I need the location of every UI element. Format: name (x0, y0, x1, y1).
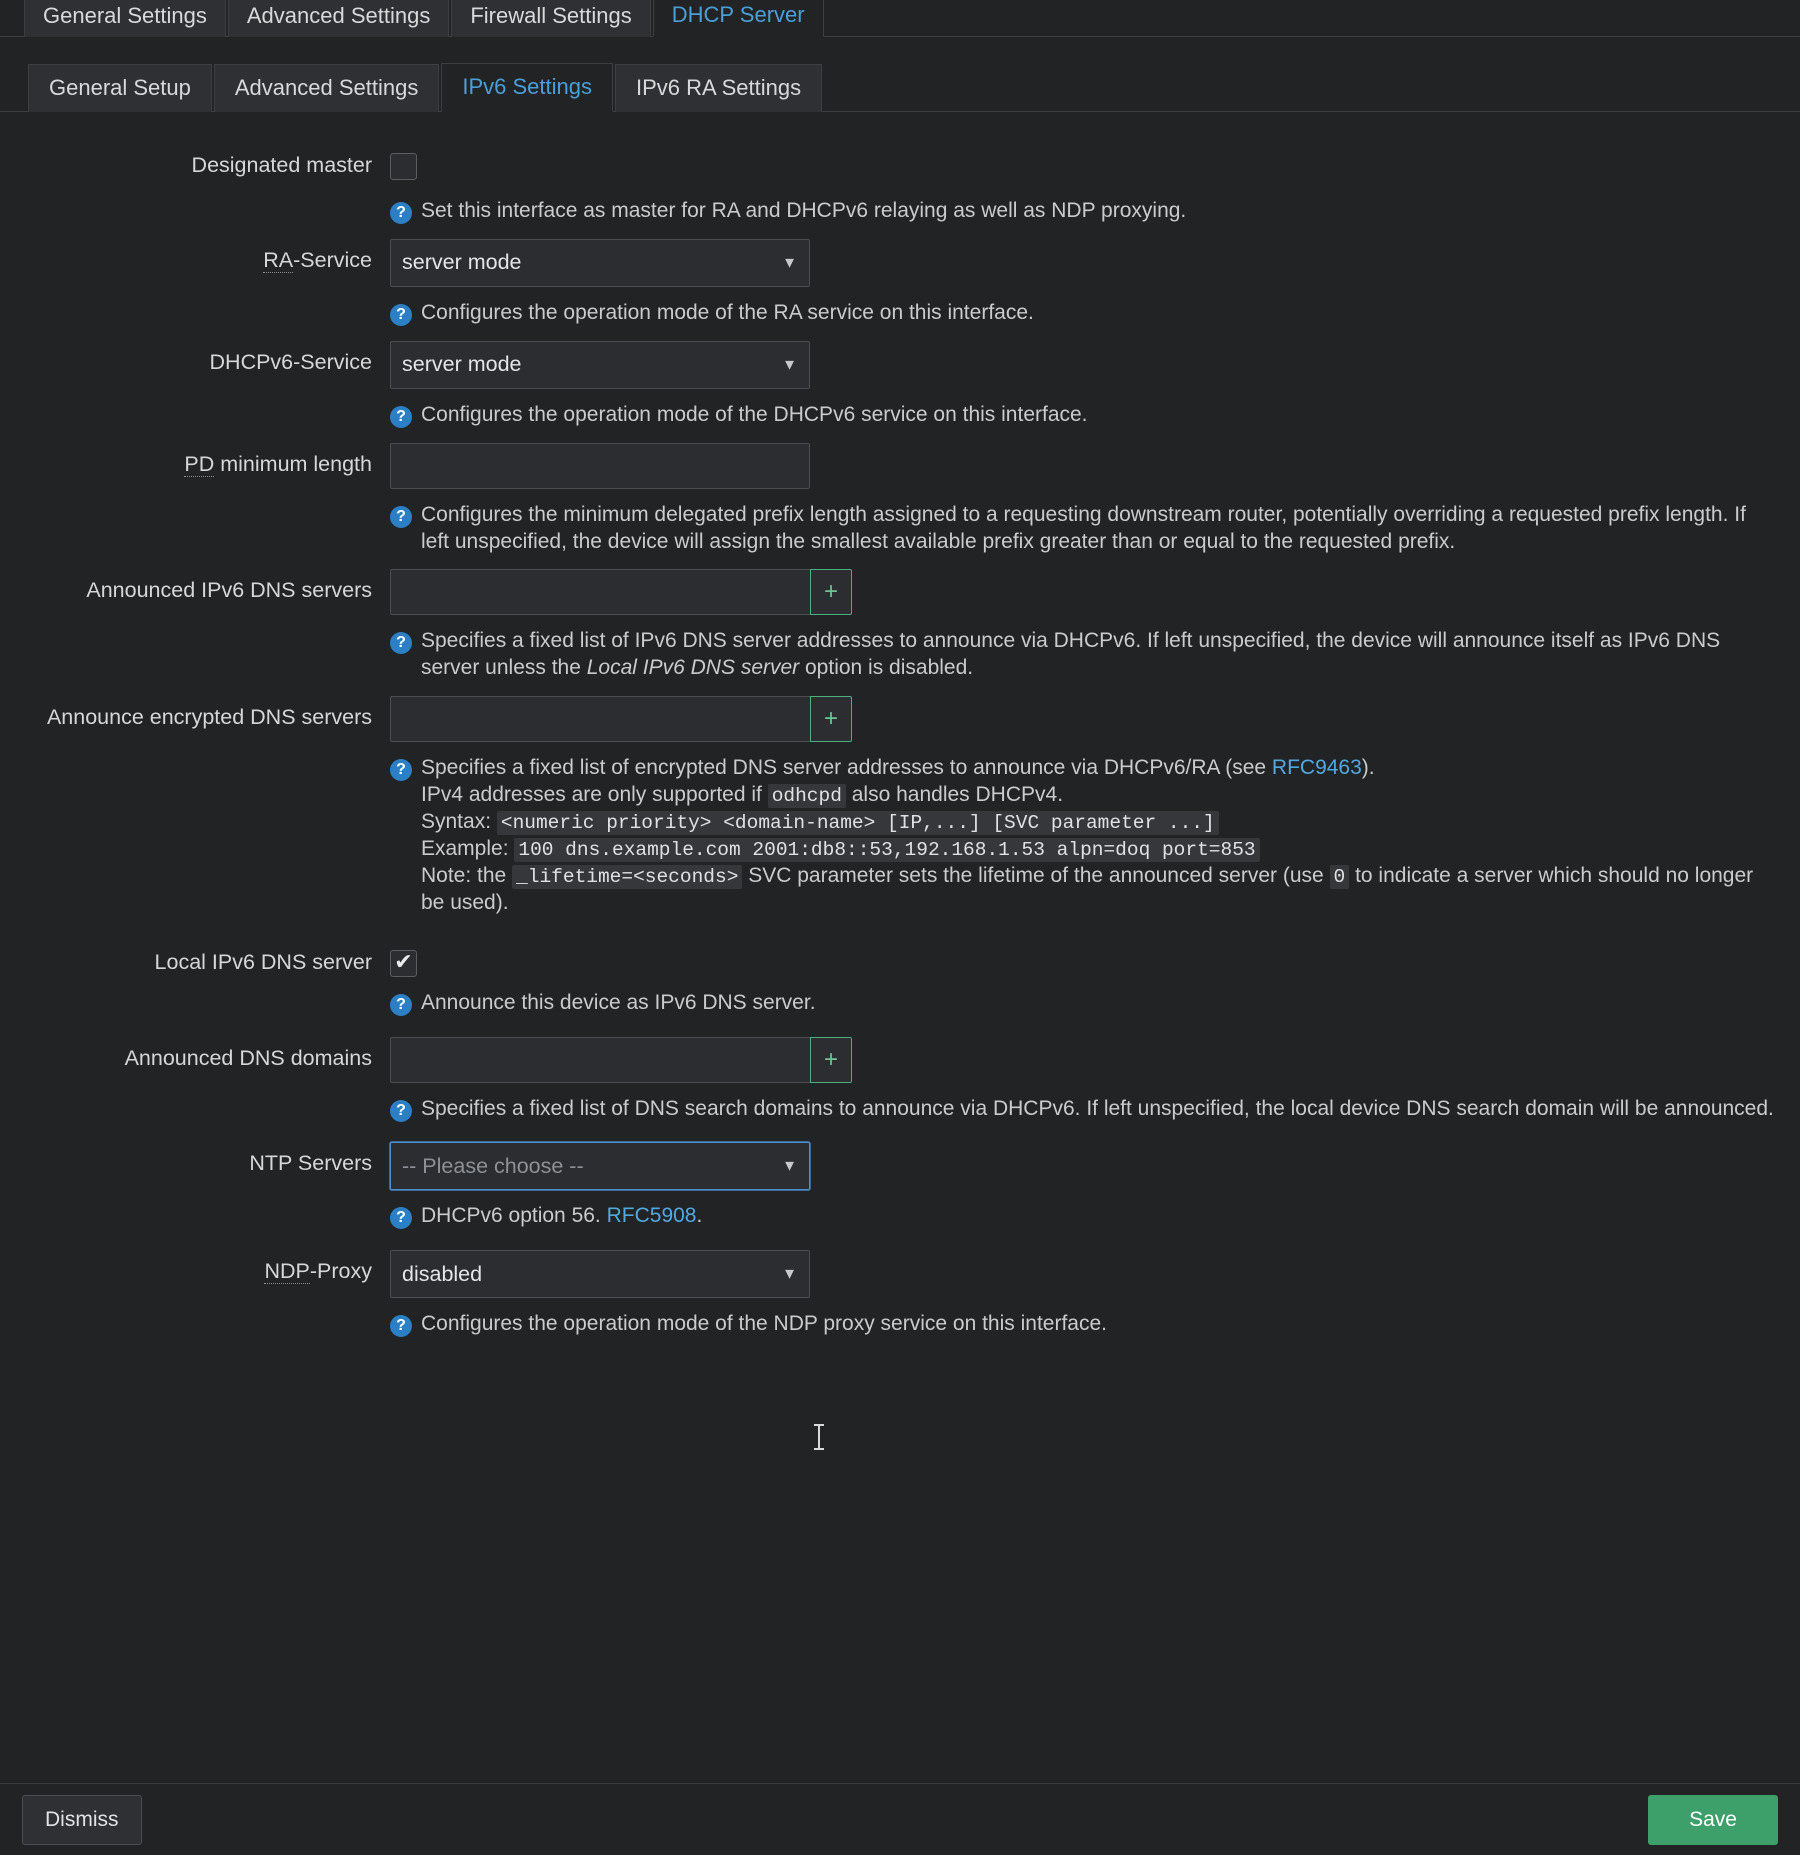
field-row-local-ipv6-dns-server (0, 935, 1776, 1017)
code-odhcpd: odhcpd (768, 784, 846, 808)
help-icon: ? (390, 304, 412, 326)
inner-tab-bar (0, 56, 1800, 112)
add-announced-dns-domain-button[interactable]: + (810, 1037, 852, 1083)
chevron-down-icon: ▼ (782, 1265, 797, 1283)
field-row-ndp-proxy (0, 1244, 1776, 1338)
field-row-ntp-servers (0, 1136, 1776, 1230)
tab-firewall-settings[interactable]: Firewall Settings (451, 0, 650, 37)
label-pd-abbr: PD (184, 451, 215, 476)
label-ra-abbr: RA (263, 247, 294, 272)
help-line-5 (421, 863, 1776, 917)
dhcpv6-service-select[interactable] (390, 341, 810, 389)
help-text: Specifies a fixed list of DNS search domains to announce via DHCPv6. If left unspecified, the local device DNS search domain will be announced. (421, 1096, 1774, 1120)
field-row-pd-minimum-length (0, 437, 1776, 556)
help-announced-dns-domains (390, 1096, 1776, 1123)
tab-general-setup[interactable]: General Setup (28, 64, 212, 112)
dhcpv6-service-value: server mode (402, 352, 522, 377)
help-text: Configures the operation mode of the RA service on this interface. (421, 300, 1034, 324)
chevron-down-icon: ▼ (782, 1157, 797, 1175)
help-line-1-part2: ). (1361, 756, 1375, 780)
help-icon: ? (390, 632, 412, 654)
label-pd-minimum-length (0, 437, 390, 478)
help-icon: ? (390, 406, 412, 428)
text-cursor (818, 1424, 820, 1450)
label-ndp-proxy (0, 1244, 390, 1285)
label-ntp-servers: NTP Servers (249, 1151, 372, 1176)
label-announced-dns-domains: Announced DNS domains (124, 1045, 372, 1070)
help-line-4 (421, 836, 1776, 863)
help-local-ipv6-dns-server (390, 990, 1776, 1017)
help-announce-encrypted-dns-servers (390, 755, 1776, 917)
pd-minimum-length-input[interactable] (390, 443, 810, 489)
help-ndp-proxy (390, 1311, 1776, 1338)
field-row-announced-dns-domains (0, 1031, 1776, 1123)
label-announce-encrypted-dns-servers: Announce encrypted DNS servers (46, 705, 372, 730)
add-announce-encrypted-dns-button[interactable]: + (810, 696, 852, 742)
help-icon: ? (390, 1315, 412, 1337)
chevron-down-icon: ▼ (782, 254, 797, 272)
help-line-5-part1: Note: the (421, 863, 513, 887)
help-icon: ? (390, 994, 412, 1016)
help-icon: ? (390, 1207, 412, 1229)
field-row-dhcpv6-service (0, 335, 1776, 429)
label-local-ipv6-dns-server: Local IPv6 DNS server (154, 949, 372, 974)
tab-general-settings[interactable]: General Settings (24, 0, 226, 37)
help-icon: ? (390, 202, 412, 224)
label-pd-rest: minimum length (214, 451, 372, 476)
help-line-2 (421, 782, 1776, 809)
announced-dns-domains-input-group (390, 1037, 852, 1083)
help-line-5-part3: to indicate a server which should no longer be used). (421, 863, 1754, 914)
chevron-down-icon: ▼ (782, 356, 797, 374)
field-row-designated-master (0, 138, 1776, 225)
help-text: Configures the operation mode of the DHCPv6 service on this interface. (421, 402, 1088, 426)
ntp-servers-select[interactable] (390, 1142, 810, 1190)
label-designated-master: Designated master (191, 153, 372, 177)
check-icon: ✔ (394, 949, 413, 975)
ntp-servers-value: -- Please choose -- (402, 1153, 584, 1178)
help-icon: ? (390, 506, 412, 528)
dialog-footer (0, 1783, 1800, 1855)
tab-ipv6-ra-settings[interactable]: IPv6 RA Settings (615, 64, 822, 112)
help-text-part1: DHCPv6 option 56. (421, 1204, 607, 1228)
announce-encrypted-dns-input-group (390, 696, 852, 742)
help-pd-minimum-length (390, 502, 1776, 556)
field-row-announce-encrypted-dns-servers (0, 690, 1776, 917)
label-dhcpv6-service: DHCPv6-Service (209, 349, 372, 374)
help-text: Configures the minimum delegated prefix length assigned to a requesting downstream router, potentially overriding a requested prefix length. If left unspecified, the device will assign the smallest available prefix greater than or equal to the requested prefix. (421, 502, 1746, 553)
help-announced-ipv6-dns-servers (390, 628, 1776, 682)
rfc5908-link[interactable]: RFC5908 (606, 1204, 697, 1228)
ra-service-select[interactable] (390, 239, 810, 287)
help-designated-master (390, 198, 1776, 225)
announced-ipv6-dns-input-group (390, 569, 852, 615)
local-ipv6-dns-server-checkbox[interactable] (390, 950, 417, 977)
help-line-2-part2: also handles DHCPv4. (845, 783, 1064, 806)
label-announced-ipv6-dns-servers: Announced IPv6 DNS servers (86, 578, 372, 603)
outer-tab-bar (0, 0, 1800, 37)
code-syntax: <numeric priority> <domain-name> [IP,...] [SVC parameter ...] (497, 811, 1219, 835)
help-line-4-part1: Example: (421, 836, 515, 860)
announced-ipv6-dns-input[interactable] (390, 569, 810, 615)
announce-encrypted-dns-input[interactable] (390, 696, 810, 742)
help-text-part2: option is disabled. (799, 656, 974, 680)
help-text-part2: . (696, 1204, 703, 1228)
code-zero: 0 (1330, 865, 1350, 889)
help-text: Configures the operation mode of the NDP proxy service on this interface. (421, 1312, 1107, 1336)
label-ndp-abbr: NDP (264, 1259, 310, 1284)
label-ndp-rest: -Proxy (309, 1259, 372, 1284)
help-icon: ? (390, 759, 412, 781)
code-lifetime: _lifetime=<seconds> (512, 865, 742, 889)
help-line-3-part1: Syntax: (421, 809, 497, 833)
help-dhcpv6-service (390, 402, 1776, 429)
field-row-announced-ipv6-dns-servers (0, 563, 1776, 682)
save-button[interactable]: Save (1648, 1795, 1778, 1845)
tab-advanced-settings[interactable]: Advanced Settings (228, 0, 449, 37)
help-text: Announce this device as IPv6 DNS server. (421, 990, 816, 1014)
help-line-1-part1: Specifies a fixed list of encrypted DNS server addresses to announce via DHCPv6/RA (see (421, 756, 1272, 780)
ndp-proxy-select[interactable] (390, 1250, 810, 1298)
help-line-1 (421, 755, 1776, 782)
code-example: 100 dns.example.com 2001:db8::53,192.168.1.53 alpn=doq port=853 (514, 838, 1259, 862)
help-ntp-servers (390, 1203, 1776, 1230)
help-icon: ? (390, 1100, 412, 1122)
help-text (421, 628, 1776, 682)
field-row-ra-service (0, 233, 1776, 327)
announced-dns-domains-input[interactable] (390, 1037, 810, 1083)
tab-dhcp-server[interactable]: DHCP Server (653, 0, 824, 37)
help-text-part1: Specifies a fixed list of IPv6 DNS server addresses to announce via DHCPv6. If left unspecified, the device will announce itself as IPv6 DNS server unless the (421, 629, 1721, 680)
ra-service-value: server mode (402, 250, 522, 275)
help-text (421, 1203, 702, 1230)
ndp-proxy-value: disabled (402, 1261, 483, 1286)
designated-master-checkbox[interactable] (390, 153, 417, 180)
help-text (421, 755, 1776, 917)
tab-ipv6-settings[interactable]: IPv6 Settings (441, 63, 613, 112)
help-line-5-part2: SVC parameter sets the lifetime of the announced server (use (742, 863, 1330, 887)
rfc9463-link[interactable]: RFC9463 (1271, 756, 1362, 780)
help-ra-service (390, 300, 1776, 327)
tab-advanced-settings-inner[interactable]: Advanced Settings (214, 64, 439, 112)
add-announced-ipv6-dns-button[interactable]: + (810, 569, 852, 615)
help-text: Set this interface as master for RA and DHCPv6 relaying as well as NDP proxying. (421, 199, 1187, 222)
ipv6-settings-form (0, 112, 1800, 1338)
help-line-2-part1: IPv4 addresses are only supported if (421, 783, 768, 806)
help-text-emphasis: Local IPv6 DNS server (586, 656, 800, 680)
label-ra-service (0, 233, 390, 274)
label-ra-rest: -Service (293, 247, 372, 272)
dismiss-button[interactable]: Dismiss (22, 1795, 142, 1845)
help-line-3 (421, 809, 1776, 836)
